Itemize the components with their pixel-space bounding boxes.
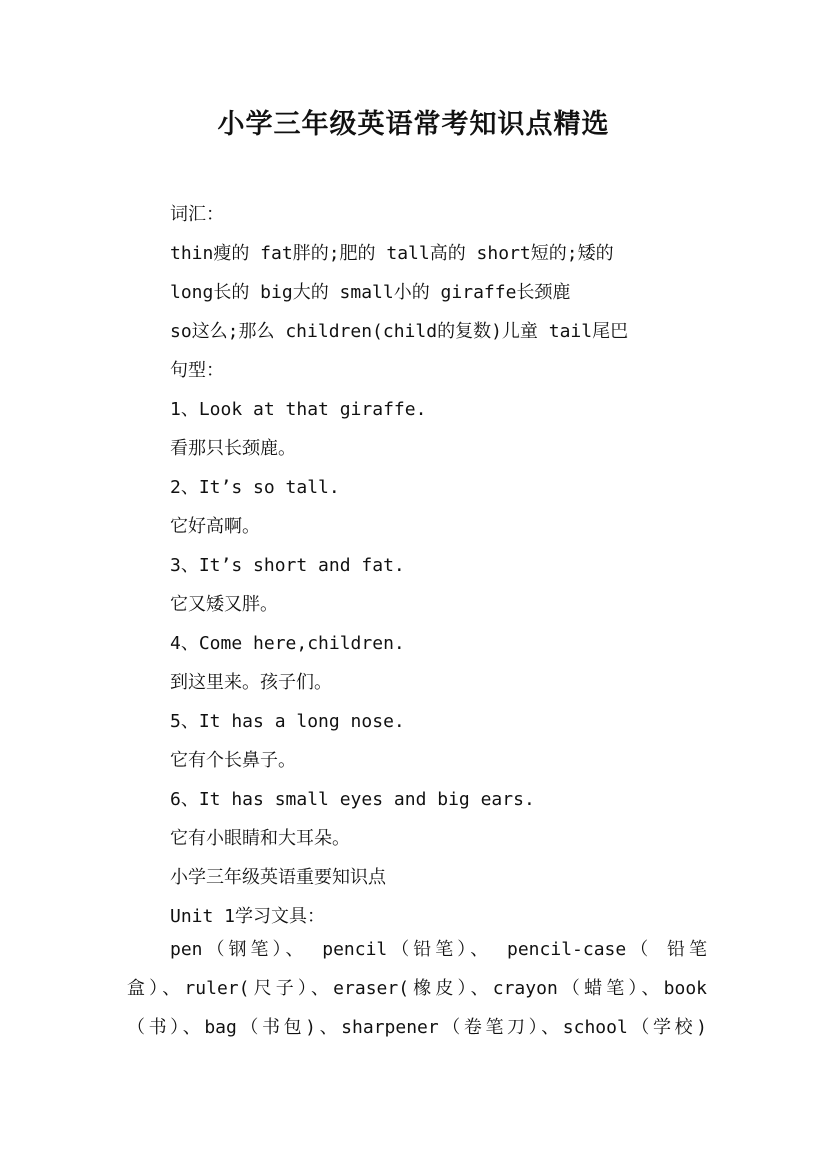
text-line: long长的 big大的 small小的 giraffe长颈鹿 (170, 282, 571, 303)
section-heading: 句型： (170, 360, 224, 381)
sentence-english: 5、It has a long nose. (170, 711, 405, 732)
sentence-chinese: 它又矮又胖。 (170, 594, 278, 615)
sentence-english: 3、It’s short and fat. (170, 555, 405, 576)
sentence-english: 4、Come here,children. (170, 633, 405, 654)
text-line: thin瘦的 fat胖的;肥的 tall高的 short短的;矮的 (170, 243, 614, 264)
sentence-chinese: 它有个长鼻子。 (170, 750, 296, 771)
section-heading: 小学三年级英语重要知识点 (170, 867, 386, 888)
document-body (170, 195, 710, 936)
sentence-english: 2、It’s so tall. (170, 477, 340, 498)
sentence-chinese: 它好高啊。 (170, 516, 260, 537)
document-title: 小学三年级英语常考知识点精选 (217, 109, 610, 140)
sentence-chinese: 它有小眼睛和大耳朵。 (170, 828, 350, 849)
sentence-english: 1、Look at that giraffe. (170, 399, 427, 420)
paragraph-line: 盒）、ruler(尺子）、eraser(橡皮）、crayon（蜡笔）、book (127, 978, 707, 999)
sentence-chinese: 看那只长颈鹿。 (170, 438, 296, 459)
text-line: 词汇： (170, 204, 224, 225)
vocabulary-paragraph (127, 930, 707, 1047)
paragraph-line: （书）、bag（书包)、sharpener（卷笔刀）、school（学校) (127, 1017, 707, 1038)
paragraph-line: pen（钢笔）、 pencil（铅笔）、 pencil-case（ 铅笔 (170, 939, 707, 960)
sentence-chinese: 到这里来。孩子们。 (170, 672, 332, 693)
unit-heading: Unit 1学习文具： (170, 906, 326, 927)
text-line: so这么;那么 children(child的复数)儿童 tail尾巴 (170, 321, 629, 342)
sentence-english: 6、It has small eyes and big ears. (170, 789, 535, 810)
